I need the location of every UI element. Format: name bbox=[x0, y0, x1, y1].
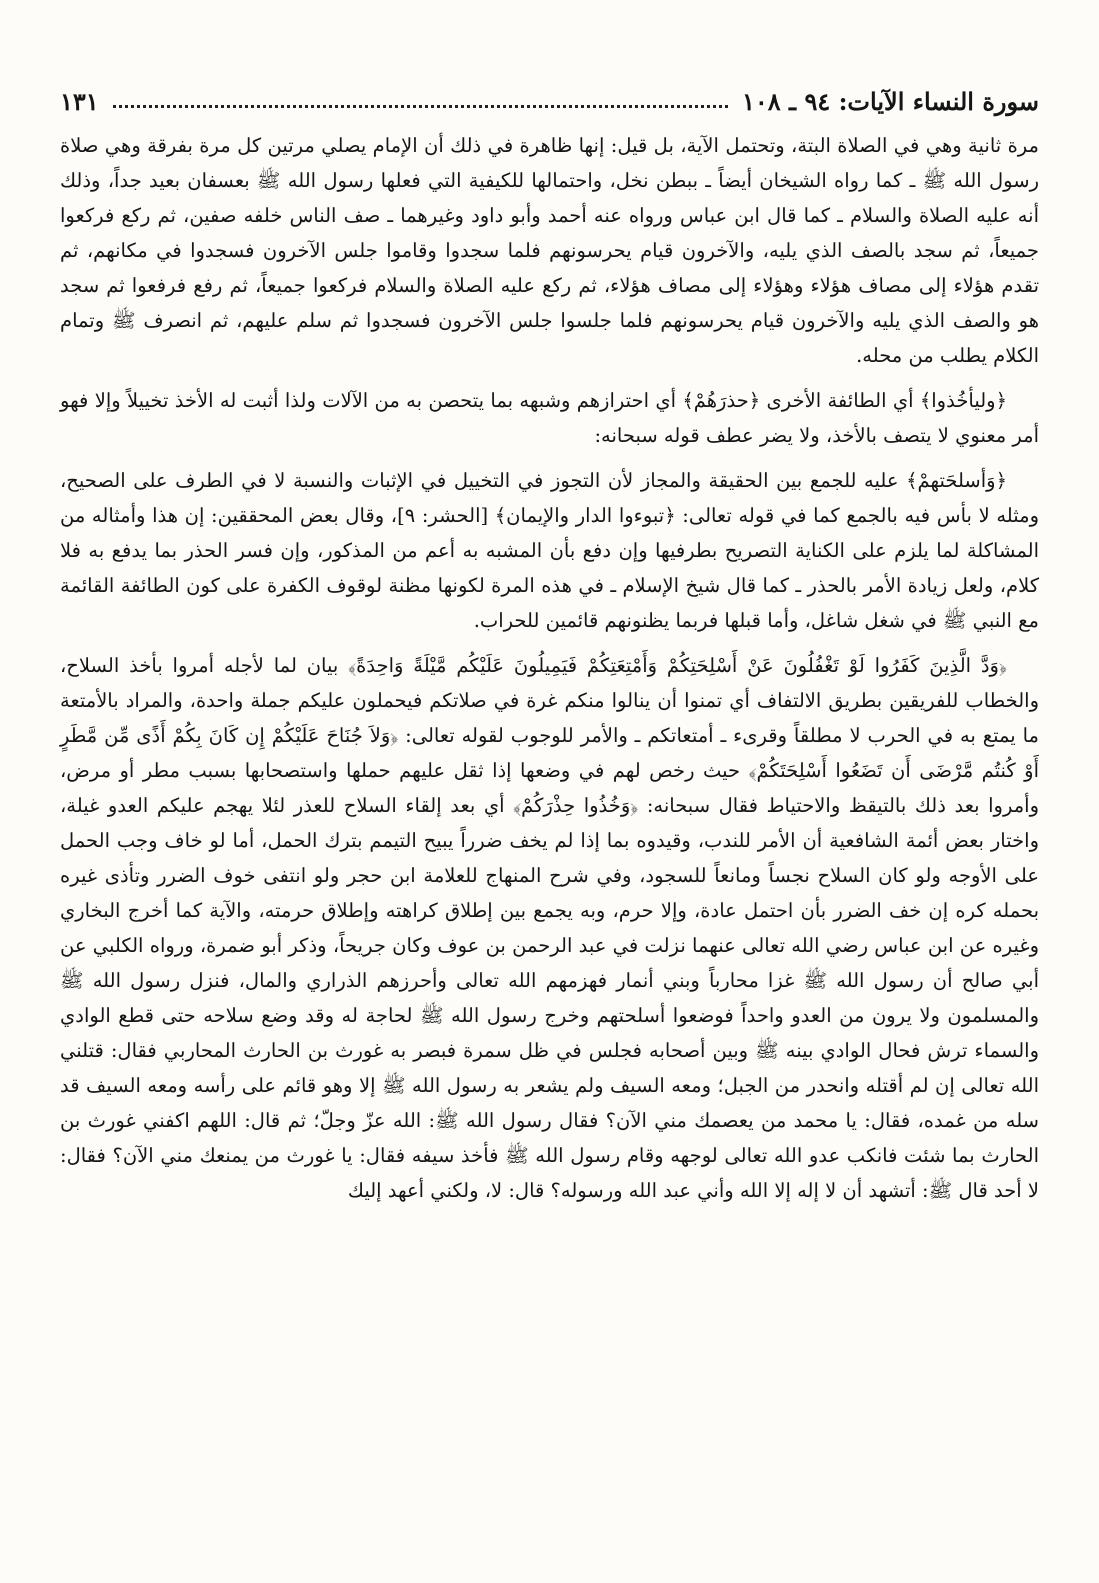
paragraph-disbelievers-wish: ﴿وَدَّ الَّذِينَ كَفَرُوا لَوْ تَغْفُلُونَ عَنْ أَسْلِحَتِكُمْ وَأَمْتِعَتِكُمْ فَيَمِيلُونَ عَلَيْكُم مَّيْلَةً وَاحِدَةً﴾ بيان لما لأجله أمروا بأخذ السلاح، والخطاب للفريقين بطريق الالتفاف أي تمنوا أن ينالوا منكم غرة في صلاتكم فيحملون عليكم جملة واحدة، والمراد بالأمتعة ما يمتع به في الحرب لا مطلقاً وقرىء ـ أمتعاتكم ـ والأمر للوجوب لقوله تعالى: ﴿وَلاَ جُنَاحَ عَلَيْكُمْ إِن كَانَ بِكُمْ أَذًى مِّن مَّطَرٍ أَوْ كُنتُم مَّرْضَى أَن تَضَعُوا أَسْلِحَتَكُمْ﴾ حيث رخص لهم في وضعها إذا ثقل عليهم حملها واستصحابها بسبب مطر أو مرض، وأمروا بعد ذلك بالتيقظ والاحتياط فقال سبحانه: ﴿وَخُذُوا حِذْرَكُمْ﴾ أي بعد إلقاء السلاح للعذر لئلا يهجم عليكم العدو غيلة، واختار بعض أئمة الشافعية أن الأمر للندب، وقيدوه بما إذا لم يخف ضرراً يبيح التيمم بترك الحمل، أما لو خاف وجب الحمل على الأوجه ولو كان السلاح نجساً ومانعاً للسجود، وفي شرح المنهاج للعلامة ابن حجر ولو انتفى خوف الضرر وتأذى غيره بحمله كره إن خف الضرر بأن احتمل عادة، وإلا حرم، وبه يجمع بين إطلاق كراهته وإطلاق حرمته، والآية كما أخرج البخاري وغيره عن ابن عباس رضي الله تعالى عنهما نزلت في عبد الرحمن بن عوف وكان جريحاً، وذكر أبو ضمرة، ورواه الكلبي عن أبي صالح أن رسول الله ﷺ غزا محارباً وبني أنمار فهزمهم الله تعالى وأحرزهم الذراري والمال، فنزل رسول الله ﷺ والمسلمون ولا يرون من العدو واحداً فوضعوا أسلحتهم وخرج رسول الله ﷺ لحاجة له وقد وضع سلاحه حتى قطع الوادي والسماء ترش فحال الوادي بينه ﷺ وبين أصحابه فجلس في ظل سمرة فبصر به غورث بن الحارث المحاربي فقال: قتلني الله تعالى إن لم أقتله وانحدر من الجبل؛ ومعه السيف ولم يشعر به رسول الله ﷺ إلا وهو قائم على رأسه ومعه السيف قد سله من غمده، فقال: يا محمد من يعصمك مني الآن؟ فقال رسول الله ﷺ: الله عزّ وجلّ؛ ثم قال: اللهم اكفني غورث بن الحارث بما شئت فانكب عدو الله تعالى لوجهه وقام رسول الله ﷺ فأخذ سيفه فقال: يا غورث من يمنعك مني الآن؟ فقال: لا أحد قال ﷺ: أتشهد أن لا إله إلا الله وأني عبد الله ورسوله؟ قال: لا، ولكني أعهد إليك bbox=[60, 654, 1039, 1202]
header-dot-leader bbox=[113, 105, 728, 108]
body-text bbox=[60, 128, 1039, 1208]
paragraph-weapons: ﴿وَأسلحَتهمْ﴾ عليه للجمع بين الحقيقة والمجاز لأن التجوز في التخييل في الإثبات والنسبة لا في الطرف على الصحيح، ومثله لا بأس فيه بالجمع كما في قوله تعالى: ﴿تبوءوا الدار والإيمان﴾ [الحشر: ٩]، وقال بعض المحققين: إن هذا وأمثاله من المشاكلة لما يلزم على الكناية التصريح بطرفيها وإن دفع بأن المشبه به أعم من المذكور، وإن فسر الحذر بما يدفع به فلا كلام، ولعل زيادة الأمر بالحذر ـ كما قال شيخ الإسلام ـ في هذه المرة لكونها مظنة لوقوف الكفرة على كون الطائفة القائمة مع النبي ﷺ في شغل شاغل، وأما قبلها فربما يظنونهم قائمين للحراب. bbox=[60, 469, 1039, 632]
header-title: سورة النساء الآيات: ٩٤ ـ ١٠٨ bbox=[742, 87, 1039, 116]
paragraph-take-caution: ﴿وليأخُذوا﴾ أي الطائفة الأخرى ﴿حذرَهُمْ﴾ أي احترازهم وشبهه بما يتحصن به من الآلات ولذا أثبت له الأخذ تخييلاً وإلا فهو أمر معنوي لا يتصف بالأخذ، ولا يضر عطف قوله سبحانه: bbox=[60, 389, 1039, 447]
paragraph-prayer-description: مرة ثانية وهي في الصلاة البتة، وتحتمل الآية، بل قيل: إنها ظاهرة في ذلك أن الإمام يصلي مرتين كل مرة بفرقة وهي صلاة رسول الله ﷺ ـ كما رواه الشيخان أيضاً ـ ببطن نخل، واحتمالها للكيفية التي فعلها رسول الله ﷺ بعسفان بعيد جداً، وذلك أنه عليه الصلاة والسلام ـ كما قال ابن عباس ورواه عنه أحمد وأبو داود وغيرهما ـ صف الناس خلفه صفين، ثم ركع فركعوا جميعاً، ثم سجد بالصف الذي يليه، والآخرون قيام يحرسونهم فلما سجدوا وقاموا جلس الآخرون فسجدوا في مكانهم، ثم تقدم هؤلاء إلى مصاف هؤلاء وهؤلاء إلى مصاف هؤلاء، ثم ركع عليه الصلاة والسلام فركعوا جميعاً، ثم رفع فرفعوا ثم سجد هو والصف الذي يليه والآخرون قيام يحرسونهم فلما جلسوا جلس الآخرون فسجدوا ثم سلم عليهم، ثم انصرف ﷺ وتمام الكلام يطلب من محله. bbox=[60, 134, 1039, 367]
page-number: ١٣١ bbox=[60, 87, 99, 116]
running-header bbox=[60, 82, 1039, 116]
